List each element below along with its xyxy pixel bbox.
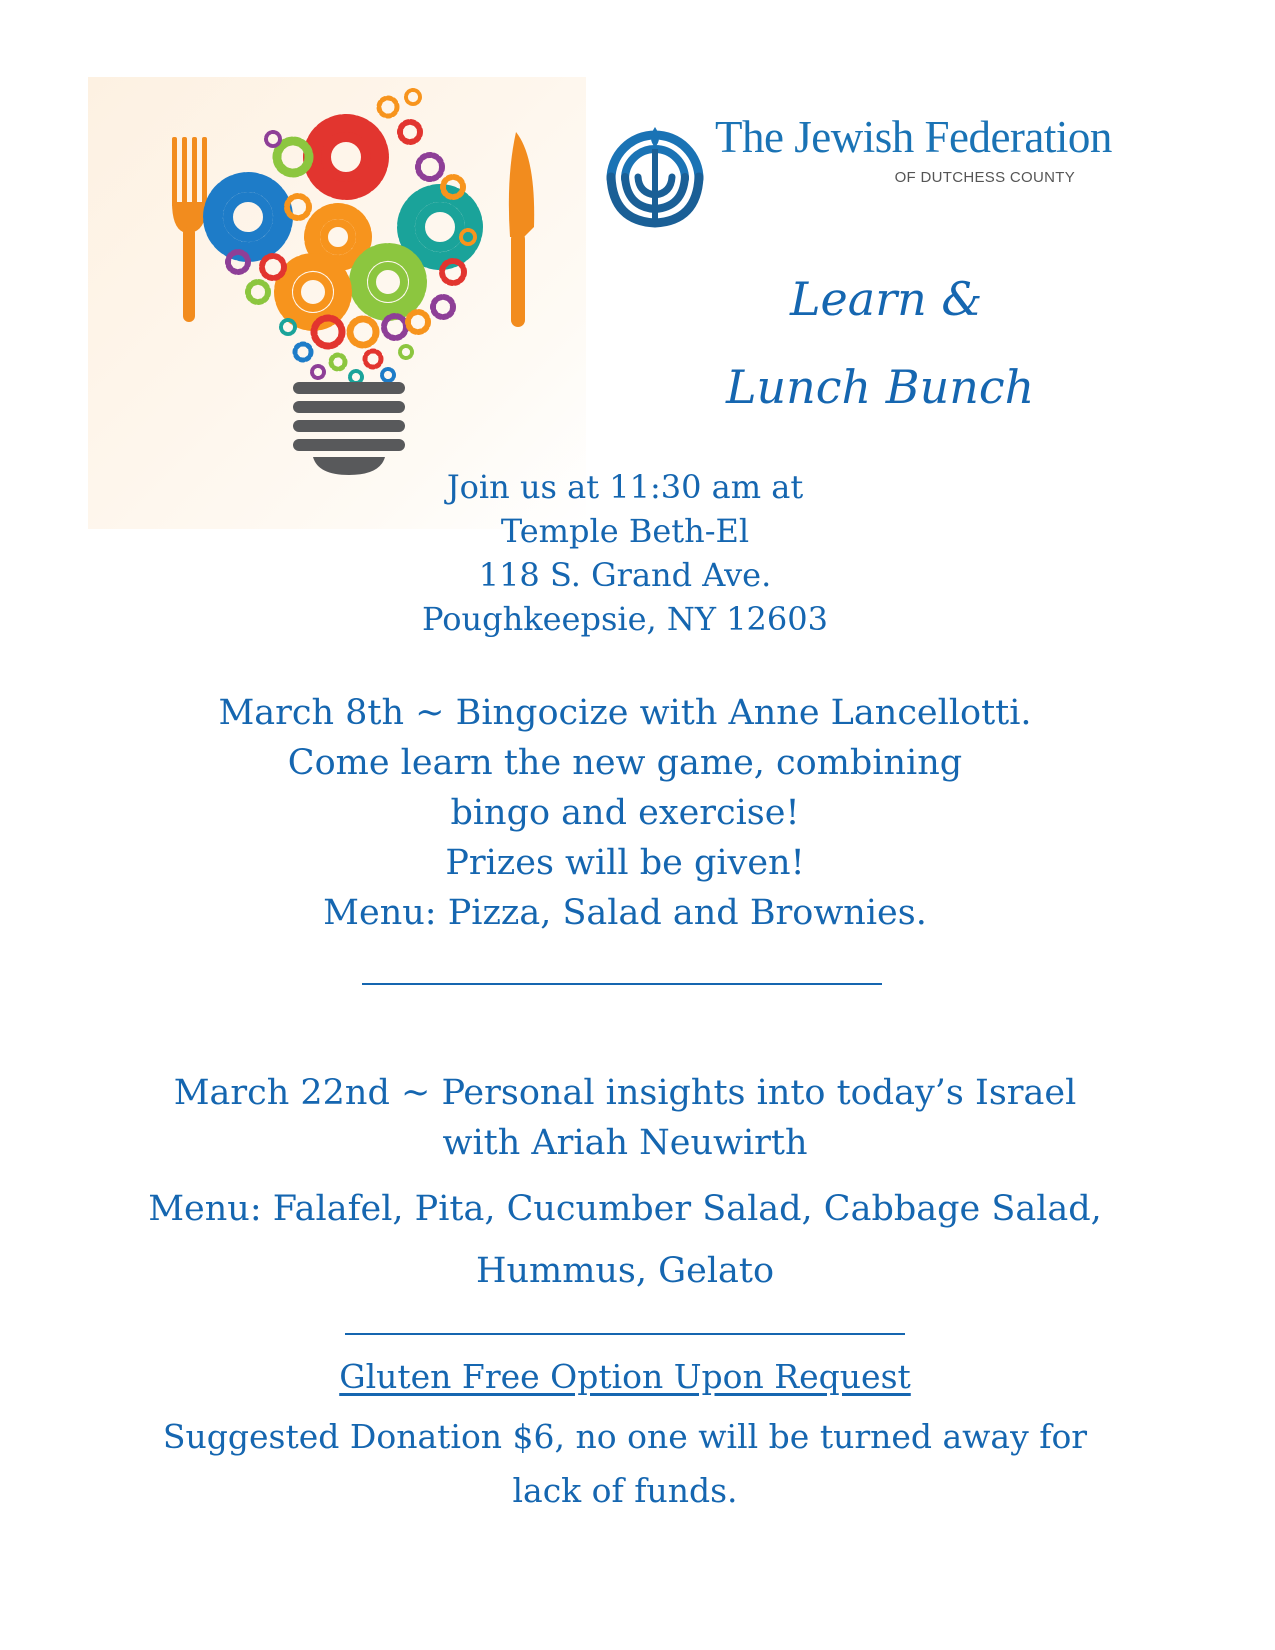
menorah-emblem-icon (603, 89, 707, 229)
event2-speaker: with Ariah Neuwirth (442, 1123, 808, 1163)
title-line-2: Lunch Bunch (726, 360, 1035, 414)
donation-note (0, 1410, 1250, 1518)
event1-menu: Menu: Pizza, Salad and Brownies. (323, 893, 927, 933)
event1-desc-2: bingo and exercise! (450, 793, 800, 833)
event1-prizes: Prizes will be given! (445, 843, 805, 883)
venue-line-city: Poughkeepsie, NY 12603 (422, 600, 828, 638)
knife-icon (509, 132, 534, 327)
section-divider (362, 983, 882, 985)
event-march-22 (0, 1068, 1250, 1168)
gluten-free-note: Gluten Free Option Upon Request (339, 1357, 911, 1396)
section-divider (345, 1333, 905, 1335)
logo-subtitle: OF DUTCHESS COUNTY (894, 169, 1075, 186)
event2-headline: March 22nd ~ Personal insights into today’s Israel (173, 1073, 1077, 1113)
bulb-base-icon (293, 382, 405, 475)
event-series-title (700, 255, 1100, 431)
event1-headline: March 8th ~ Bingocize with Anne Lancellotti. (218, 693, 1032, 733)
venue-line-street: 118 S. Grand Ave. (478, 556, 772, 594)
event2-menu-line-1: Menu: Falafel, Pita, Cucumber Salad, Cabbage Salad, (148, 1189, 1102, 1229)
event1-desc-1: Come learn the new game, combining (287, 743, 963, 783)
venue-info (0, 465, 1250, 641)
federation-logo (603, 89, 1112, 239)
event2-menu (0, 1178, 1250, 1302)
venue-line-time: Join us at 11:30 am at (446, 468, 804, 506)
venue-line-name: Temple Beth-El (500, 512, 750, 550)
gear-lightbulb-fork-knife-icon (88, 77, 586, 529)
event2-menu-line-2: Hummus, Gelato (475, 1251, 775, 1291)
donation-line-1: Suggested Donation $6, no one will be turned away for (162, 1417, 1088, 1456)
title-line-1: Learn & (790, 272, 983, 326)
fork-icon (172, 137, 207, 322)
donation-line-2: lack of funds. (512, 1471, 738, 1510)
logo-title: The Jewish Federation (715, 112, 1112, 162)
event-march-8 (0, 688, 1250, 938)
lightbulb-gears-illustration (88, 77, 586, 529)
